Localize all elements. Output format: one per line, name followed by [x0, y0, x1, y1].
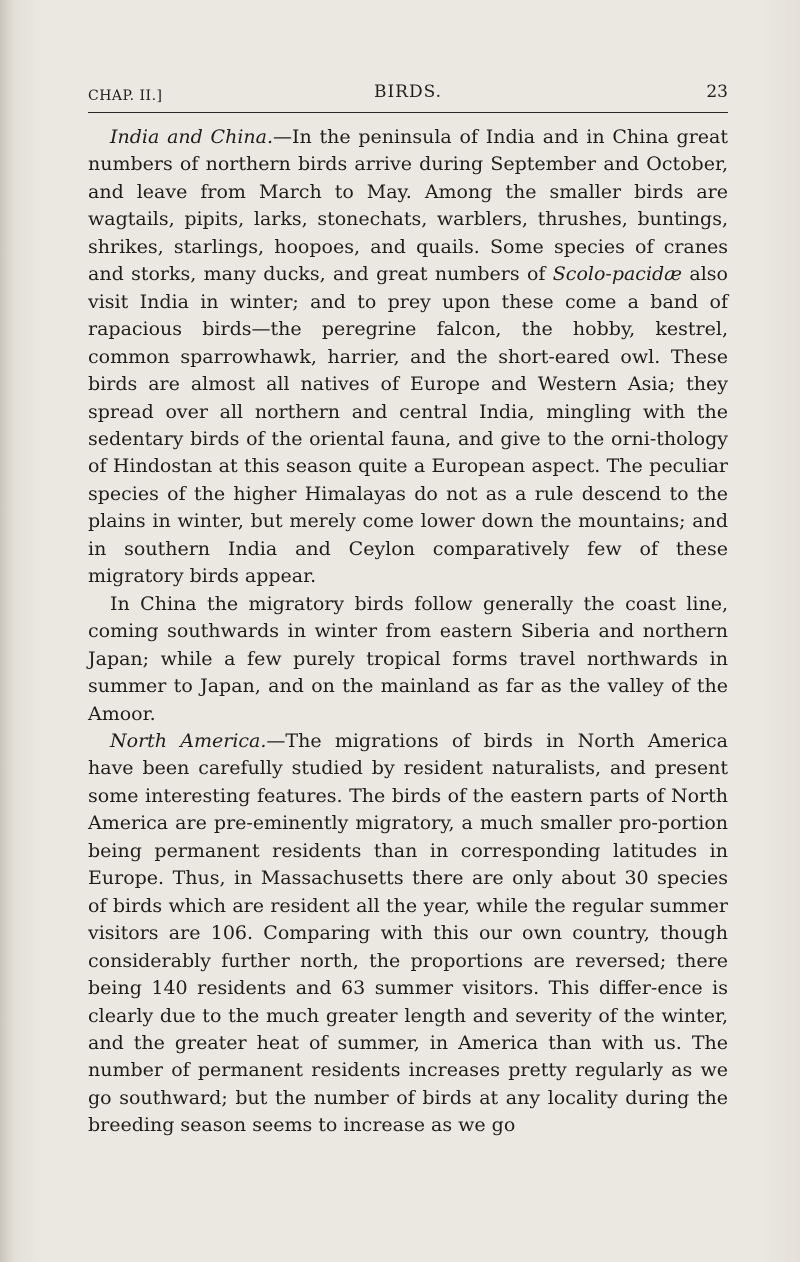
paragraph-text-continued: also visit India in winter; and to prey upon these come a band of rapacious birds—the peregrine falcon, the hobby, kestrel, common sparrowhawk, harrier, and the short-eared owl. These birds are almost all natives of Europe and Western Asia; they spread over all northern and central India, mingling with the sedentary birds of the oriental fauna, and give to the orni-thology of Hindostan at this season quite a European aspect. The peculiar species of the higher Himalayas do not as a rule descend to the plains in winter, but merely come lower down the mountains; and in southern India and Ceylon comparatively few of these migratory birds appear.	[88, 263, 728, 588]
running-header	[88, 80, 728, 110]
paragraph-text: —The migrations of birds in North America have been carefully studied by resident naturalists, and present some interesting features. The birds of the eastern parts of North America are pre-eminently migratory, a much smaller pro-portion being permanent residents than in corresponding latitudes in Europe. Thus, in Massachusetts there are only about 30 species of birds which are resident all the year, while the regular summer visitors are 106. Comparing with this our own country, though considerably further north, the proportions are reversed; there being 140 residents and 63 summer visitors. This differ-ence is clearly due to the much greater length and severity of the winter, and the greater heat of summer, in America than with us. The number of permanent residents increases pretty regularly as we go southward; but the number of birds at any locality during the breeding season seems to increase as we go	[88, 729, 728, 1137]
page-number: 23	[706, 82, 728, 102]
italic-term: Scolo-pacidæ	[552, 263, 683, 286]
section-lead-north-america: North America.	[110, 729, 267, 752]
header-rule	[88, 112, 728, 113]
section-lead-india-china: India and China.	[110, 126, 274, 148]
paragraph-text: —In the peninsula of India and in China great numbers of northern birds arrive during September and October, and leave from March to May. Among the smaller birds are wagtails, pipits, larks, stonechats, warblers, thrushes, buntings, shrikes, starlings, hoopoes, and quails. Some species of cranes and storks, many ducks, and great numbers of	[88, 126, 728, 286]
running-title: BIRDS.	[373, 82, 443, 102]
paragraph-text: In China the migratory birds follow generally the coast line, coming southwards in winter from eastern Siberia and northern Japan; while a few purely tropical forms travel northwards in summer to Japan, and on the mainland as far as the valley of the Amoor.	[88, 592, 728, 725]
body-text	[88, 124, 728, 1140]
paragraph-india-china	[88, 124, 728, 591]
page-spine-shadow	[0, 0, 14, 1262]
paragraph-north-america	[88, 728, 728, 1140]
chapter-label: CHAP. II.]	[88, 88, 163, 104]
paragraph-china	[88, 591, 728, 728]
